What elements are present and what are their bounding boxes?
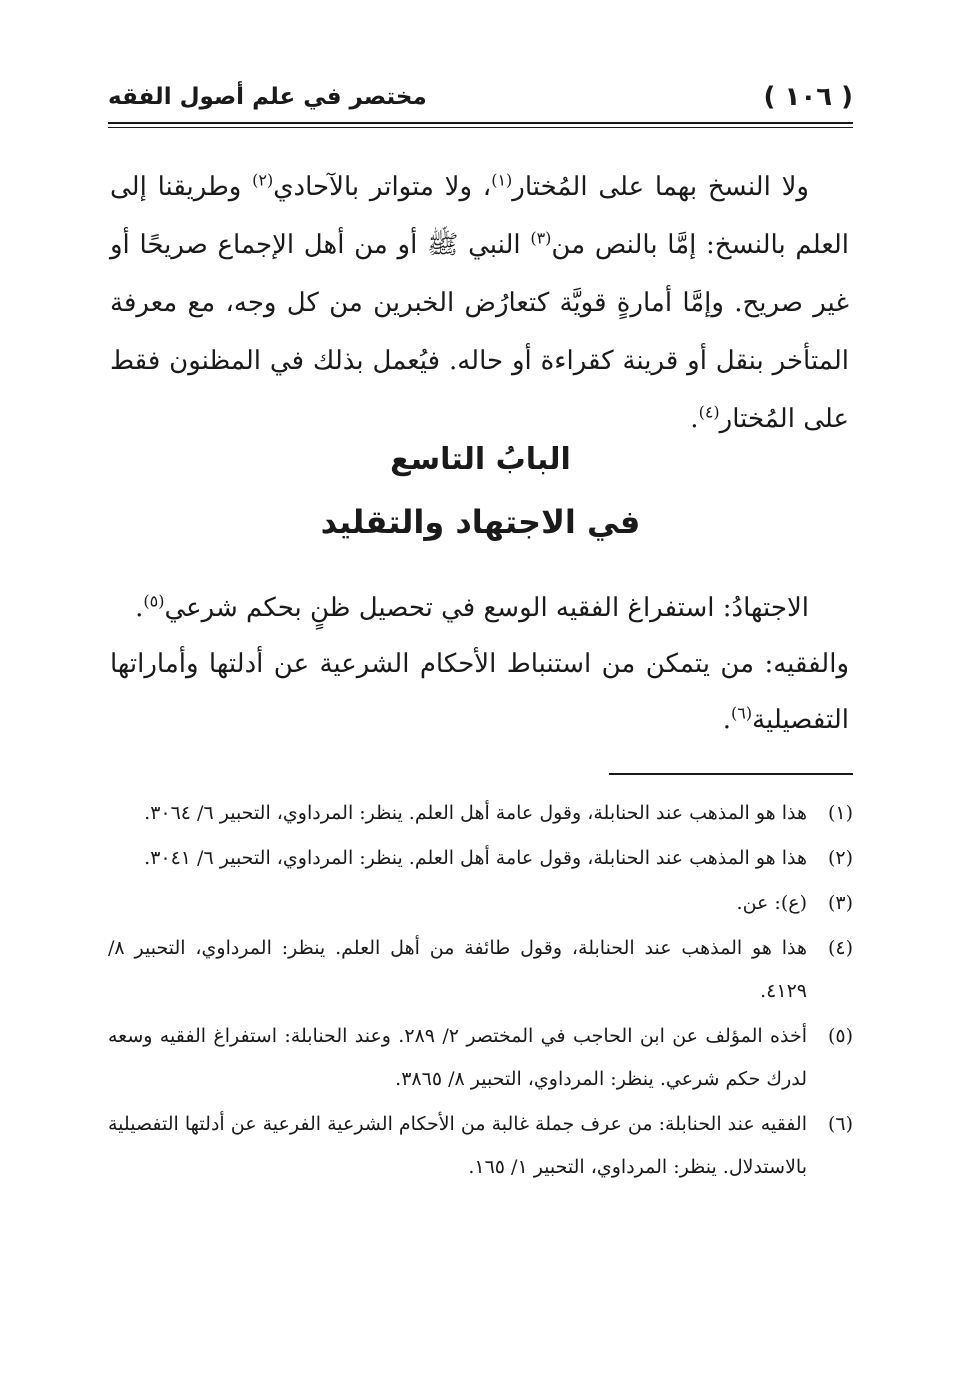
footnote-number: (٢) [827,847,853,869]
book-title: مختصر في علم أصول الفقه [108,84,427,110]
footnote-text: هذا هو المذهب عند الحنابلة، وقول عامة أهل العلم. ينظر: المرداوي، التحبير ٦/ ٣٠٤١. [144,847,807,869]
text-segment: وطريقنا إلى العلم بالنسخ: إمَّا بالنص من [110,172,850,260]
running-header [108,78,853,122]
definition-faqih [110,636,849,748]
footnote-item [108,882,853,925]
footnote-text: هذا هو المذهب عند الحنابلة، وقول طائفة من أهل العلم. ينظر: المرداوي، التحبير ٨/ ٤١٢٩. [108,937,807,1002]
footnote-number: (٥) [827,1025,853,1047]
footnote-item [108,792,853,835]
footnote-number: (٦) [827,1113,853,1135]
footnotes [108,792,853,1191]
footnote-text: أخذه المؤلف عن ابن الحاجب في المختصر ٢/ ٢٨٩. وعند الحنابلة: استفراغ الفقيه وسعه لدرك حكم شرعي. ينظر: المرداوي، التحبير ٨/ ٣٨٦٥. [108,1025,808,1090]
footnote-text: هذا هو المذهب عند الحنابلة، وقول عامة أهل العلم. ينظر: المرداوي، التحبير ٦/ ٣٠٦٤. [144,802,807,824]
footnote-number: (٣) [827,892,853,914]
section-text [110,580,849,748]
main-text [110,158,849,448]
footnote-number: (٤) [827,937,853,959]
footnote-ref-1[interactable]: (١) [491,170,513,190]
header-rule-thin [108,127,853,128]
text-segment: . [135,593,144,623]
text-segment: والفقيه: من يتمكن من استنباط الأحكام الشرعية عن أدلتها وأماراتها التفصيلية [110,649,849,735]
text-segment: ولا النسخ بهما على المُختار [512,172,809,202]
definition-ijtihad [110,580,849,636]
text-segment: ، ولا متواتر بالآحادي [273,172,492,202]
footnote-item [108,837,853,880]
footnote-ref-4[interactable]: (٤) [698,402,720,422]
footnote-item [108,1103,853,1189]
chapter-number: البابُ التاسع [390,442,571,477]
header-rule [108,122,853,124]
footnote-number: (١) [827,802,853,824]
chapter-title: في الاجتهاد والتقليد [320,503,641,541]
footnote-ref-6[interactable]: (٦) [730,703,753,723]
footnote-ref-2[interactable]: (٢) [252,170,274,190]
footnote-item [108,927,853,1013]
text-segment: . [722,705,731,735]
footnote-text: (ع): عن. [736,892,807,914]
page-number: ( ١٠٦ ) [763,82,853,112]
text-segment: النبي ﷺ أو من أهل الإجماع صريحًا أو غير صريح. وإمَّا أمارةٍ قويَّة كتعارُض الخبرين من كل وجه، مع معرفة المتأخر بنقل أو قرينة كقراءة أو حاله. فيُعمل بذلك في المظنون فقط على المُختار [110,230,849,434]
footnote-ref-5[interactable]: (٥) [143,591,165,611]
paragraph-abrogation [110,158,849,448]
footnote-ref-3[interactable]: (٣) [530,228,552,248]
footnote-text: الفقيه عند الحنابلة: من عرف جملة غالبة من الأحكام الشرعية الفرعية عن أدلتها التفصيلية بالاستدلال. ينظر: المرداوي، التحبير ١/ ١٦٥. [108,1113,807,1178]
footnote-item [108,1015,853,1101]
text-segment: . [690,404,699,434]
footnote-separator [609,773,853,775]
text-segment: الاجتهادُ: استفراغ الفقيه الوسع في تحصيل ظنٍ بحكم شرعي [164,593,809,623]
